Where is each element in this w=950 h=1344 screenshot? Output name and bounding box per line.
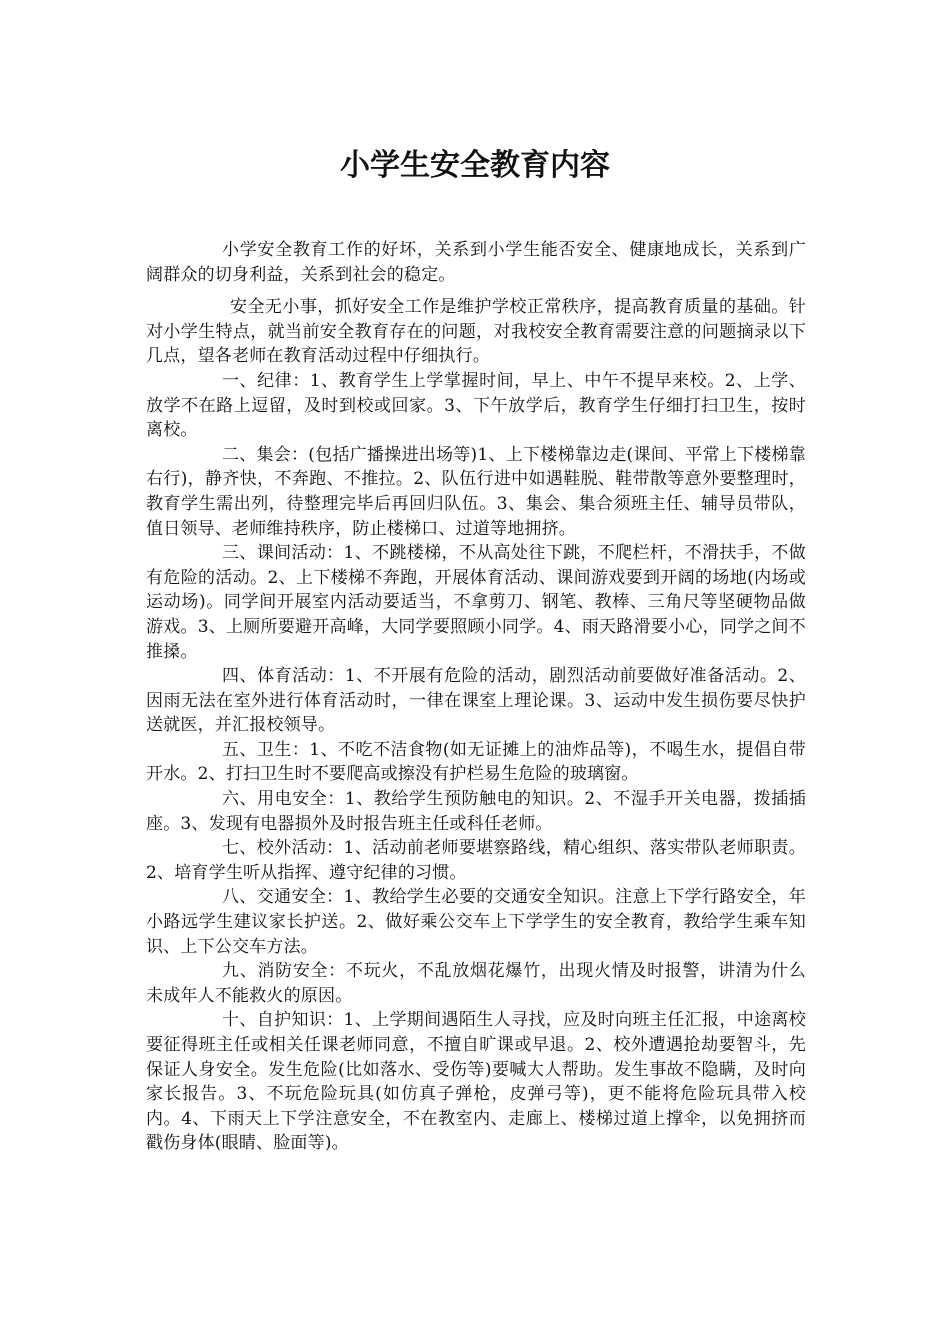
document-body (146, 238, 806, 1156)
paragraph-fire: 九、消防安全：不玩火，不乱放烟花爆竹，出现火情及时报警，讲清为什么未成年人不能救火的原因。 (146, 961, 806, 1006)
paragraph-hygiene: 五、卫生：1、不吃不洁食物(如无证摊上的油炸品等)，不喝生水，提倡自带开水。2、打扫卫生时不要爬高或擦没有护栏易生危险的玻璃窗。 (146, 739, 806, 785)
paragraph-recess: 三、课间活动：1、不跳楼梯，不从高处往下跳，不爬栏杆，不滑扶手，不做有危险的活动。2、上下楼梯不奔跑，开展体育活动、课间游戏要到开阔的场地(内场或运动场)。同学间开展室内活动要适当，不拿剪刀、钢笔、教棒、三角尺等坚硬物品做游戏。3、上厕所要避开高峰，大同学要照顾小同学。4、雨天路滑要小心，同学之间不推搡。 (146, 543, 806, 662)
paragraph-intro: 小学安全教育工作的好坏，关系到小学生能否安全、健康地成长，关系到广阔群众的切身利益，关系到社会的稳定。 (146, 240, 806, 285)
paragraph-electricity: 六、用电安全：1、教给学生预防触电的知识。2、不湿手开关电器，拨插插座。3、发现有电器损外及时报告班主任或科任老师。 (146, 789, 806, 834)
paragraph-traffic: 八、交通安全：1、教给学生必要的交通安全知识。注意上下学行路安全，年小路远学生建议家长护送。2、做好乘公交车上下学学生的安全教育，教给学生乘车知识、上下公交车方法。 (146, 887, 806, 957)
paragraph-discipline: 一、纪律：1、教育学生上学掌握时间，早上、中午不提早来校。2、上学、放学不在路上逗留，及时到校或回家。3、下午放学后，教育学生仔细打扫卫生，按时离校。 (146, 370, 806, 441)
paragraph-assembly: 二、集会：(包括广播操进出场等)1、上下楼梯靠边走(课间、平常上下楼梯靠右行)，静齐快，不奔跑、不推拉。2、队伍行进中如遇鞋脱、鞋带散等意外要整理时，教育学生需出列，待整理完毕后再回归队伍。3、集会、集合须班主任、辅导员带队，值日领导、老师维持秩序，防止楼梯口、过道等地拥挤。 (146, 444, 806, 539)
paragraph-overview: 安全无小事，抓好安全工作是维护学校正常秩序，提高教育质量的基础。针对小学生特点，就当前安全教育存在的问题，对我校安全教育需要注意的问题摘录以下几点，望各老师在教育活动过程中仔细执行。 (146, 297, 806, 367)
document-title: 小学生安全教育内容 (340, 148, 610, 183)
paragraph-self-protection: 十、自护知识：1、上学期间遇陌生人寻找，应及时向班主任汇报，中途离校要征得班主任或相关任课老师同意，不擅自旷课或早退。2、校外遭遇抢劫要智斗，先保证人身安全。发生危险(比如落水、受伤等)要喊大人帮助。发生事故不隐瞒，及时向家长报告。3、不玩危险玩具(如仿真子弹枪，皮弹弓等)，更不能将危险玩具带入校内。4、下雨天上下学注意安全，不在教室内、走廊上、楼梯过道上撑伞，以免拥挤而戳伤身体(眼睛、脸面等)。 (146, 1010, 806, 1154)
paragraph-outdoor: 七、校外活动：1、活动前老师要堪察路线，精心组织、落实带队老师职责。2、培育学生听从指挥、遵守纪律的习惯。 (146, 838, 806, 883)
paragraph-sports: 四、体育活动：1、不开展有危险的活动，剧烈活动前要做好准备活动。2、因雨无法在室外进行体育活动时，一律在课室上理论课。3、运动中发生损伤要尽快护送就医，并汇报校领导。 (146, 666, 806, 736)
